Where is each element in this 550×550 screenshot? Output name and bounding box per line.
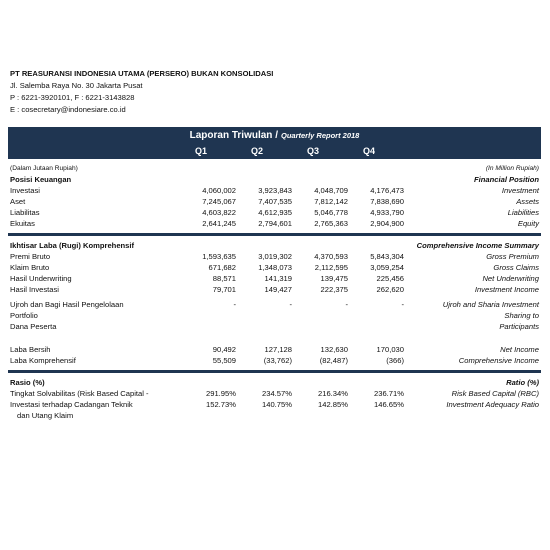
value-cell: 7,812,142: [314, 197, 348, 206]
row-label: Klaim Bruto: [10, 263, 50, 272]
section-title-en: Comprehensive Income Summary: [416, 241, 539, 250]
quarter-header: [8, 143, 541, 159]
table-row: [8, 251, 541, 262]
value-cell: (33,762): [263, 356, 292, 365]
row-label: Investasi: [10, 186, 40, 195]
value-cell: 234.57%: [262, 389, 292, 398]
company-email: E : cosecretary@indonesiare.co.id: [10, 105, 126, 114]
table-row: [8, 299, 541, 310]
value-cell: 4,048,709: [314, 186, 348, 195]
section-title: Ikhtisar Laba (Rugi) Komprehensif: [10, 241, 135, 250]
row-label: Liabilitas: [10, 208, 40, 217]
table-row: [8, 355, 541, 366]
value-cell: 1,593,635: [202, 252, 236, 261]
row-label: Premi Bruto: [10, 252, 51, 261]
value-cell: 132,630: [320, 345, 348, 354]
value-cell: 4,060,002: [202, 186, 236, 195]
section-title-en: Financial Position: [474, 175, 539, 184]
section-header: [8, 174, 541, 185]
row-label-en: Participants: [499, 322, 539, 331]
table-row: [8, 344, 541, 355]
quarter-label: Q3: [306, 146, 319, 156]
quarterly-report: [8, 127, 541, 421]
value-cell: -: [401, 300, 404, 309]
value-cell: 216.34%: [318, 389, 348, 398]
report-table: [8, 159, 541, 421]
value-cell: 4,176,473: [370, 186, 404, 195]
row-label-en: Equity: [517, 219, 539, 228]
row-label-en: Assets: [516, 197, 539, 206]
value-cell: 55,509: [212, 356, 236, 365]
row-label-en: Liabilities: [507, 208, 539, 217]
row-label-en: Investment Adequacy Ratio: [446, 400, 539, 409]
table-row-continued: [8, 410, 541, 421]
row-label-en: Gross Premium: [486, 252, 539, 261]
row-label-en: Gross Claims: [493, 263, 539, 272]
table-row: [8, 399, 541, 410]
value-cell: 170,030: [376, 345, 404, 354]
value-cell: 2,641,245: [202, 219, 236, 228]
value-cell: 127,128: [264, 345, 292, 354]
value-cell: 4,612,935: [258, 208, 292, 217]
table-row: [8, 262, 541, 273]
report-title-id: Laporan Triwulan /: [189, 129, 278, 141]
value-cell: 146.65%: [374, 400, 404, 409]
section-header: [8, 377, 541, 388]
table-row-continued: [8, 321, 541, 332]
value-cell: -: [289, 300, 292, 309]
table-row: [8, 284, 541, 295]
value-cell: 222,375: [320, 285, 348, 294]
value-cell: 3,923,843: [258, 186, 292, 195]
table-row: [8, 207, 541, 218]
table-row: [8, 218, 541, 229]
row-label: Laba Bersih: [10, 345, 51, 354]
value-cell: 2,112,595: [314, 263, 348, 272]
value-cell: -: [233, 300, 236, 309]
value-cell: 671,682: [208, 263, 236, 272]
row-label: Laba Komprehensif: [10, 356, 76, 365]
value-cell: 139,475: [320, 274, 348, 283]
value-cell: 225,456: [376, 274, 404, 283]
row-label: Portfolio: [10, 311, 38, 320]
section-title-en: Ratio (%): [506, 378, 539, 387]
value-cell: 3,059,254: [370, 263, 404, 272]
row-label-en: Ujroh and Sharia Investment: [442, 300, 539, 309]
value-cell: 79,701: [212, 285, 236, 294]
company-header: [10, 68, 273, 116]
value-cell: 2,904,900: [370, 219, 404, 228]
table-row: [8, 196, 541, 207]
row-label-en: Investment Income: [474, 285, 539, 294]
row-label: Hasil Underwriting: [10, 274, 72, 283]
report-title-en: Quarterly Report 2018: [280, 130, 360, 140]
table-row: [8, 388, 541, 399]
value-cell: 140.75%: [262, 400, 292, 409]
quarter-label: Q4: [362, 146, 375, 156]
units-left: (Dalam Jutaan Rupiah): [10, 165, 78, 172]
section-title: Rasio (%): [10, 378, 45, 387]
value-cell: 5,843,304: [370, 252, 404, 261]
report-title-bar: [8, 127, 541, 143]
row-label: dan Utang Klaim: [17, 411, 74, 420]
row-label: Ekuitas: [10, 219, 35, 228]
row-label: Tingkat Solvabilitas (Risk Based Capital -: [10, 389, 149, 398]
value-cell: 236.71%: [374, 389, 404, 398]
value-cell: 4,370,593: [314, 252, 348, 261]
value-cell: 149,427: [264, 285, 292, 294]
value-cell: 2,765,363: [314, 219, 348, 228]
row-label: Investasi terhadap Cadangan Teknik: [10, 400, 133, 409]
value-cell: 4,933,790: [370, 208, 404, 217]
quarter-label: Q2: [250, 146, 263, 156]
value-cell: 152.73%: [206, 400, 236, 409]
value-cell: 7,838,690: [370, 197, 404, 206]
row-label-en: Risk Based Capital (RBC): [451, 389, 539, 398]
row-label: Aset: [10, 197, 26, 206]
row-label-en: Net Income: [500, 345, 539, 354]
section-header: [8, 240, 541, 251]
value-cell: (82,487): [319, 356, 348, 365]
value-cell: 4,603,822: [202, 208, 236, 217]
value-cell: 7,245,067: [202, 197, 236, 206]
row-label: Ujroh dan Bagi Hasil Pengelolaan: [10, 300, 124, 309]
value-cell: 142.85%: [318, 400, 348, 409]
table-row: [8, 273, 541, 284]
value-cell: 3,019,302: [258, 252, 292, 261]
value-cell: 1,348,073: [258, 263, 292, 272]
units-right: (In Million Rupiah): [485, 165, 539, 172]
quarter-label: Q1: [194, 146, 207, 156]
value-cell: 90,492: [212, 345, 236, 354]
value-cell: 7,407,535: [258, 197, 292, 206]
value-cell: 2,794,601: [258, 219, 292, 228]
value-cell: 88,571: [212, 274, 236, 283]
row-label: Dana Peserta: [10, 322, 57, 331]
row-label-en: Sharing to: [504, 311, 539, 320]
units-row: [8, 163, 541, 174]
value-cell: 5,046,778: [314, 208, 348, 217]
company-address: Jl. Salemba Raya No. 30 Jakarta Pusat: [10, 81, 143, 90]
value-cell: 262,620: [376, 285, 404, 294]
company-name: PT REASURANSI INDONESIA UTAMA (PERSERO) BUKAN KONSOLIDASI: [10, 69, 274, 78]
value-cell: -: [345, 300, 348, 309]
row-label-en: Comprehensive Income: [458, 356, 539, 365]
table-row: [8, 185, 541, 196]
row-label-en: Investment: [501, 186, 539, 195]
value-cell: (366): [386, 356, 404, 365]
value-cell: 291.95%: [206, 389, 236, 398]
table-row-continued: [8, 310, 541, 321]
section-title: Posisi Keuangan: [10, 175, 72, 184]
row-label-en: Net Underwriting: [482, 274, 539, 283]
value-cell: 141,319: [264, 274, 292, 283]
company-phone: P : 6221-3920101, F : 6221-3143828: [10, 93, 135, 102]
row-label: Hasil Investasi: [10, 285, 59, 294]
